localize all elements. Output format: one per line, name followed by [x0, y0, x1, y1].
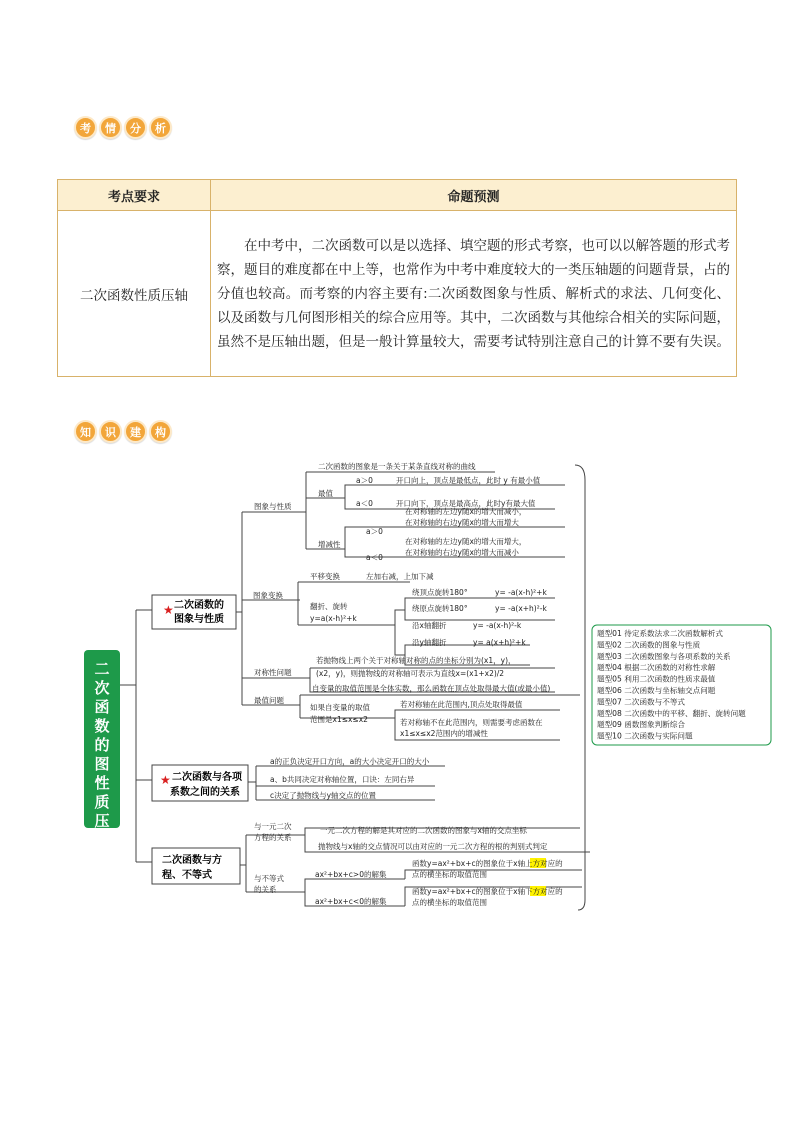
problem-type-item: 题型06 二次函数与坐标轴交点问题: [597, 686, 716, 695]
node-lt-2: 点的横坐标的取值范围: [412, 898, 487, 907]
badge-char: 知: [74, 420, 97, 443]
node-gt-2: 点的横坐标的取值范围: [412, 870, 487, 879]
node-coef-a: a的正负决定开口方向，a的大小决定开口的大小: [270, 757, 430, 766]
badge-char: 析: [149, 116, 172, 139]
node-fanzhe-2: y=a(x-h)²+k: [310, 614, 357, 623]
b2-line2: 系数之间的关系: [170, 787, 240, 798]
node-zj-a-pos: a＞0: [366, 527, 383, 536]
node-a-pos: a＞0: [356, 476, 373, 485]
node-pingyi: 平移变换: [310, 572, 340, 581]
node-flip-y: 沿y轴翻折: [412, 638, 447, 647]
badge-char: 考: [74, 116, 97, 139]
node-flip-y-eq: y= a(x+h)²+k: [473, 638, 526, 647]
b3-line2: 程、不等式: [162, 870, 212, 881]
node-tuxiang: 图象与性质: [254, 502, 292, 511]
node-duichen-2: (x2，y)，则抛物线的对称轴可表示为直线x=(x1+x2)/2: [316, 669, 505, 678]
problem-type-item: 题型07 二次函数与不等式: [597, 697, 686, 707]
badge-char: 分: [124, 116, 147, 139]
node-zuizhiwenti: 最值问题: [254, 696, 284, 705]
node-zw-all: 自变量的取值范围是全体实数，那么函数在顶点处取得最大值(或最小值): [312, 684, 551, 693]
node-zuizhi-pos: 开口向上，顶点是最低点，此时 y 有最小值: [396, 476, 541, 485]
description-cell: 在中考中，二次函数可以是以选择、填空题的形式考察，也可以以解答题的形式考察，题目的难度都在中上等，也常作为中考中难度较大的一类压轴题的问题背景，占的分值也较高。而考察的内容主要有:二次函数图象与性质、解析式的求法、几何变化、以及函数与几何图形相关的综合应用等。其中，二次函数与其他综合相关的实际问题，虽然不是压轴出题，但是一般计算量较大，需要考试特别注意自己的计算不要有失误。: [211, 211, 737, 377]
badge-char: 识: [99, 420, 122, 443]
node-budengshi-1: 与不等式: [254, 874, 284, 883]
topic-cell: 二次函数性质压轴: [58, 211, 211, 377]
node-zj-pos-2: 在对称轴的右边y随x的增大而增大: [405, 518, 519, 527]
node-fc-1: 一元二次方程的解是其对应的二次函数的图象与x轴的交点坐标: [320, 826, 527, 835]
node-ineq-gt: ax²+bx+c>0的解集: [315, 870, 387, 879]
root-char: 质: [94, 793, 110, 811]
node-zw-range-1: 如果自变量的取值: [310, 703, 370, 712]
node-rot-vertex-eq: y= -a(x-h)²+k: [495, 588, 547, 597]
root-label: [94, 660, 109, 849]
node-zj-neg-1: 在对称轴的左边y随x的增大而增大，: [405, 537, 527, 546]
node-zuizhi: 最值: [318, 489, 333, 498]
node-rot-vertex: 绕顶点旋转180°: [412, 588, 468, 597]
node-zj-neg-2: 在对称轴的右边y随x的增大而减小: [405, 548, 519, 557]
node-zw-in: 若对称轴在此范围内,顶点处取得最值: [400, 700, 523, 709]
badge-char: 建: [124, 420, 147, 443]
node-fc-2: 抛物线与x轴的交点情况可以由对应的一元二次方程的根的判别式判定: [318, 842, 548, 851]
node-rot-origin-eq: y= -a(x+h)²-k: [495, 604, 547, 613]
node-duichen-1: 若抛物线上两个关于对称轴对称的点的坐标分别为(x1，y)，: [316, 656, 516, 665]
root-char: 图: [94, 755, 110, 773]
node-coef-ab: a、b共同决定对称轴位置，口诀：左同右异: [270, 775, 415, 784]
problem-type-item: 题型02 二次函数的图象与性质: [597, 640, 701, 650]
node-flip-x: 沿x轴翻折: [412, 621, 447, 630]
header-prediction: 命题预测: [211, 180, 737, 211]
node-coef-c: c决定了抛物线与y轴交点的位置: [270, 791, 377, 800]
badge-char: 情: [99, 116, 122, 139]
node-pingyi-rule: 左加右减，上加下减: [366, 572, 434, 581]
node-bianhuan: 图象变换: [253, 591, 283, 600]
problem-type-item: 题型01 待定系数法求二次函数解析式: [597, 629, 723, 638]
node-fanzhe-1: 翻折、旋转: [310, 602, 348, 611]
root-char: 压: [94, 812, 110, 830]
node-zw-range-2: 范围是x1≤x≤x2: [310, 715, 368, 724]
node-zw-out-1: 若对称轴不在此范围内，则需要考虑函数在: [400, 718, 543, 727]
b3-line1: 二次函数与方: [162, 855, 222, 866]
b1-line1: 二次函数的: [174, 600, 224, 611]
problem-type-item: 题型09 函数图象判断综合: [597, 720, 686, 730]
problem-type-item: 题型08 二次函数中的平移、翻折、旋转问题: [597, 708, 746, 718]
node-a-neg: a＜0: [356, 499, 373, 508]
node-rot-origin: 绕原点旋转180°: [412, 604, 468, 613]
star-icon: ★: [160, 773, 171, 787]
node-flip-x-eq: y= -a(x-h)²-k: [473, 621, 522, 630]
header-requirement: 考点要求: [58, 180, 211, 211]
root-char: 二: [94, 660, 110, 678]
node-gt-1: 函数y=ax²+bx+c的图象位于x轴上方对应的: [412, 859, 563, 868]
problem-type-item: 题型05 利用二次函数的性质求最值: [597, 674, 716, 684]
node-zuizhi-neg: 开口向下，顶点是最高点，此时y有最大值: [396, 499, 536, 508]
node-budengshi-2: 的关系: [254, 885, 277, 894]
problem-type-item: 题型04 根据二次函数的对称性求解: [597, 663, 716, 673]
svg-text:二次函数的图性质压轴: [94, 660, 109, 849]
node-axis: 二次函数的图象是一条关于某条直线对称的曲线: [318, 462, 476, 471]
node-zengjian: 增减性: [318, 540, 341, 549]
root-char: 性: [94, 774, 110, 792]
b1-line2: 图象与性质: [174, 614, 224, 625]
root-char: 数: [94, 717, 110, 735]
problem-type-item: 题型03 二次函数图象与各项系数的关系: [597, 651, 731, 661]
root-char: 轴: [94, 831, 110, 849]
node-lt-1: 函数y=ax²+bx+c的图象位于x轴下方对应的: [412, 887, 563, 896]
node-zw-out-2: x1≤x≤x2范围内的增减性: [400, 729, 488, 738]
root-char: 函: [94, 698, 110, 716]
node-zj-pos-1: 在对称轴的左边y随x的增大而减小，: [405, 507, 527, 516]
root-char: 次: [94, 679, 110, 697]
problem-type-item: 题型10 二次函数与实际问题: [597, 731, 693, 741]
badge-char: 构: [149, 420, 172, 443]
star-icon: ★: [163, 603, 174, 617]
node-ineq-lt: ax²+bx+c<0的解集: [315, 897, 387, 906]
root-char: 的: [94, 736, 110, 754]
node-fangcheng-1: 与一元二次: [254, 822, 292, 831]
node-fangcheng-2: 方程的关系: [254, 833, 292, 842]
b2-line1: 二次函数与各项: [172, 772, 242, 783]
node-duichen: 对称性问题: [254, 668, 292, 677]
node-zj-a-neg: a＜0: [366, 553, 383, 562]
